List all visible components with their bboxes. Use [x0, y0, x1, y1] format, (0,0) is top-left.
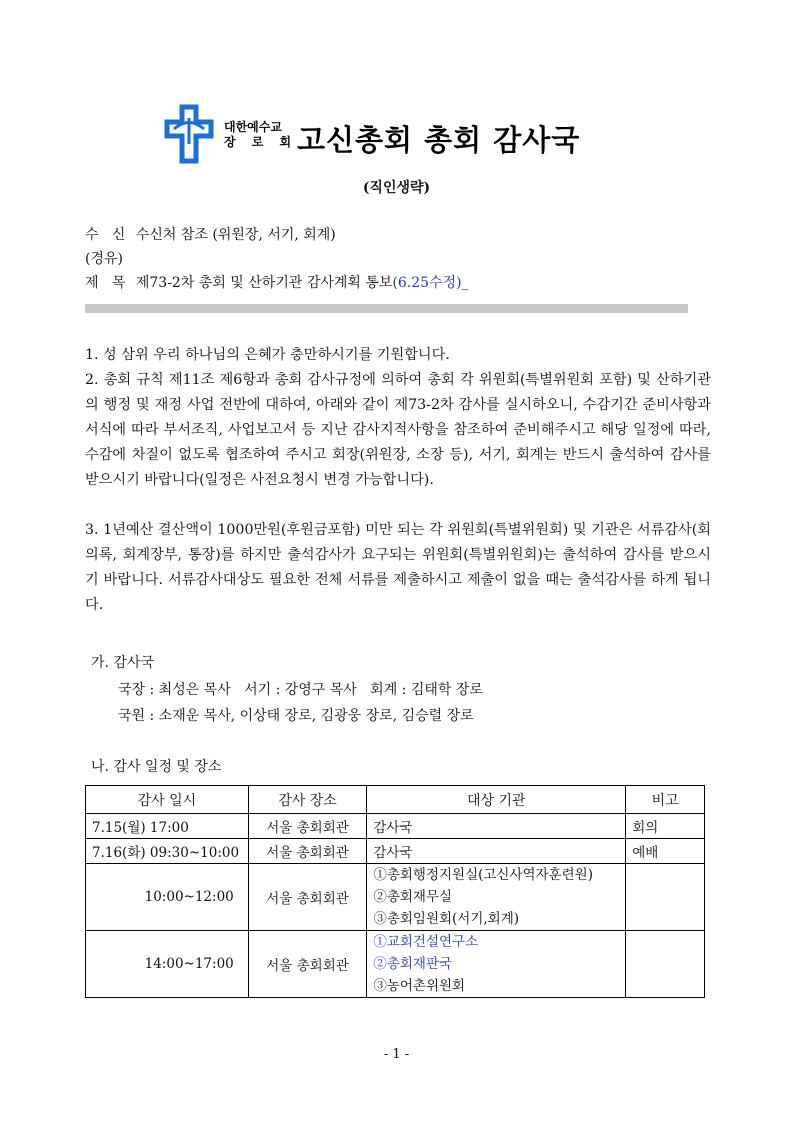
target-item: ②총회재판국 [373, 956, 453, 972]
schedule-table [85, 785, 705, 998]
cell-target: 감사국 [367, 814, 626, 839]
section-b-title: 나. 감사 일정 및 장소 [91, 759, 222, 775]
cell-note [626, 931, 705, 998]
cell-place: 서울 총회회관 [248, 839, 367, 864]
seal-omitted-note: (직인생략) [362, 180, 431, 196]
target-item: ③농어촌위원회 [373, 978, 466, 994]
cell-place: 서울 총회회관 [248, 931, 367, 998]
table-row [86, 839, 705, 864]
body-paragraph-2: 2. 총회 규칙 제11조 제6항과 총회 감사규정에 의하여 총회 각 위원회(특별위원회 포함) 및 산하기관의 행정 및 재정 사업 전반에 대하여, 아래와 같이 제73-2차 감사를 실시하오니, 수감기간 준비사항과 서식에 따라 부서조직, 사업보고서 등 지난 감사지적사항을 참조하여 준비해주시고 해당 일정에 따라, 수감에 차질이 없도록 협조하여 주시고 회장(위원장, 소장 등), 서기, 회계는 반드시 출석하여 감사를 받으시기 바랍니다(일정은 사전요청시 변경 가능합니다). [85, 372, 711, 488]
recipient-label: 수 신 [85, 227, 126, 243]
via-line: (경유) [85, 251, 123, 267]
org-line1: 대한예수교 [224, 120, 282, 134]
letterhead [164, 104, 634, 166]
header-target: 대상 기관 [367, 786, 626, 814]
cell-note: 회의 [626, 814, 705, 839]
cell-time: 14:00~17:00 [86, 931, 249, 998]
target-item: ①총회행정지원실(고신사역자훈련원) [373, 867, 593, 883]
church-logo-icon [164, 104, 214, 164]
cell-place: 서울 총회회관 [248, 864, 367, 931]
target-item: ①교회건설연구소 [373, 934, 479, 950]
cell-note: 예배 [626, 839, 705, 864]
header-note: 비고 [626, 786, 705, 814]
table-row [86, 864, 705, 931]
table-row [86, 814, 705, 839]
section-a-members: 국원 : 소재운 목사, 이상태 장로, 김광웅 장로, 김승렬 장로 [118, 708, 474, 724]
header-place: 감사 장소 [248, 786, 367, 814]
table-row [86, 931, 705, 998]
cell-target: 감사국 [367, 839, 626, 864]
subject-line [85, 272, 469, 292]
cell-targets [367, 864, 626, 931]
header-time: 감사 일시 [86, 786, 249, 814]
page-number: - 1 - [383, 1047, 410, 1062]
recipient-value: 수신처 참조 (위원장, 서기, 회계) [135, 227, 336, 243]
cell-note [626, 864, 705, 931]
cell-targets [367, 931, 626, 998]
org-title: 고신총회 총회 감사국 [297, 123, 581, 157]
separator-bar [85, 304, 688, 313]
schedule-header-row [86, 786, 705, 814]
cell-time: 10:00~12:00 [86, 864, 249, 931]
subject-value: 제73-2차 총회 및 산하기관 감사계획 통보 [135, 275, 393, 291]
section-a-title: 가. 감사국 [91, 655, 154, 671]
org-line2: 장 로 회 [224, 135, 298, 149]
cell-time: 7.16(화) 09:30~10:00 [86, 839, 249, 864]
subject-revision: (6.25수정) [392, 275, 462, 291]
section-a-officers: 국장 : 최성은 목사 서기 : 강영구 목사 회계 : 김태학 장로 [118, 682, 483, 698]
target-item: ②총회재무실 [373, 889, 453, 905]
body-paragraph-3: 3. 1년예산 결산액이 1000만원(후원금포함) 미만 되는 각 위원회(특별위원회) 및 기관은 서류감사(회의록, 회계장부, 통장)를 하지만 출석감사가 요구되는 위원회(특별위원회)는 출석하여 감사를 받으시기 바랍니다. 서류감사대상도 필요한 전체 서류를 제출하시고 제출이 없을 때는 출석감사를 하게 됩니다. [85, 522, 711, 613]
cell-place: 서울 총회회관 [248, 814, 367, 839]
org-denomination [224, 120, 297, 150]
subject-label: 제 목 [85, 275, 126, 291]
text-cursor: _ [461, 275, 469, 291]
cell-time: 7.15(월) 17:00 [86, 814, 249, 839]
recipient-line [85, 224, 336, 244]
target-item: ③총회임원회(서기,회계) [373, 911, 520, 927]
body-paragraph-1: 1. 성 삼위 우리 하나님의 은혜가 충만하시기를 기원합니다. [85, 347, 450, 363]
